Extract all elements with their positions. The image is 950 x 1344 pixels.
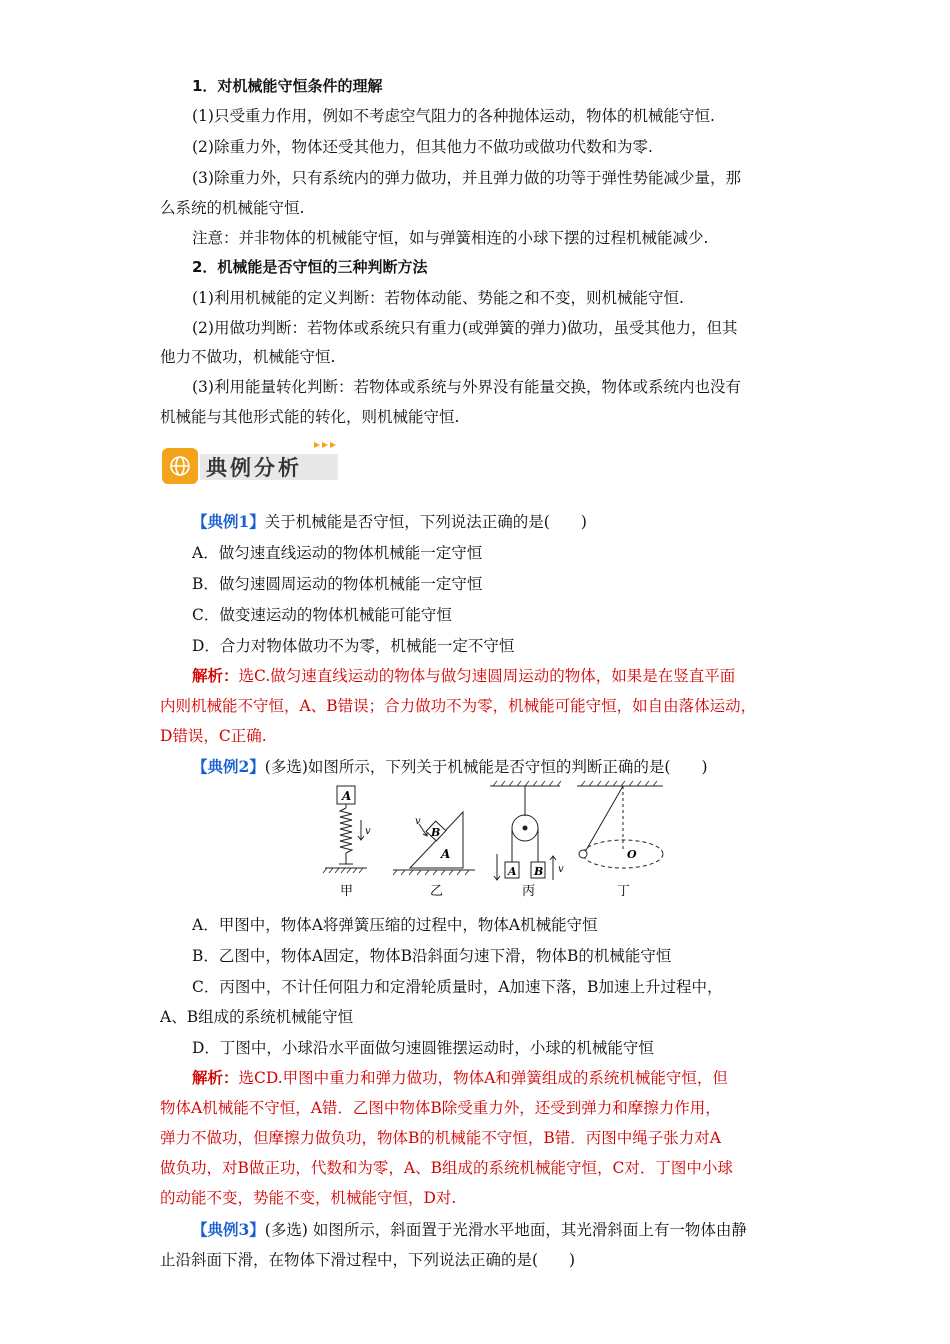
fig-jia-block-letter: A — [342, 789, 352, 803]
ex2-tag: 【典例2】 — [192, 757, 265, 776]
ex1-stem-line — [192, 510, 832, 534]
banner-title: 典例分析 — [206, 456, 302, 480]
section1-p3a: (3)除重力外，只有系统内的弹力做功，并且弹力做的功等于弹性势能减少量，那 — [192, 169, 741, 187]
ex2-option-c2: A、B组成的系统机械能守恒 — [160, 1008, 354, 1026]
section2-p3b: 机械能与其他形式能的转化，则机械能守恒. — [160, 408, 460, 426]
section1-p2: (2)除重力外，物体还受其他力，但其他力不做功或做功代数和为零. — [192, 138, 653, 156]
section1-note: 注意：并非物体的机械能守恒，如与弹簧相连的小球下摆的过程机械能减少. — [192, 229, 709, 247]
fig-bing-block-a: A — [508, 865, 517, 878]
ex2-figure — [315, 780, 675, 905]
fig-label-bing: 丙 — [522, 884, 536, 899]
section2-p2b: 他力不做功，机械能守恒. — [160, 348, 336, 366]
ex1-answer-label: 解析： — [192, 666, 239, 685]
ex2-answer-line5: 的动能不变，势能不变，机械能守恒，D对. — [160, 1189, 457, 1207]
triple-arrow-icon — [314, 442, 336, 448]
ex3-stem-line1 — [192, 1218, 832, 1242]
ex2-answer-text1: 选CD.甲图中重力和弹力做功，物体A和弹簧组成的系统机械能守恒，但 — [238, 1069, 728, 1087]
section2-p1: (1)利用机械能的定义判断：若物体动能、势能之和不变，则机械能守恒. — [192, 289, 684, 307]
section1-heading: 1．对机械能守恒条件的理解 — [192, 77, 383, 95]
fig-jia-v-letter: v — [365, 826, 371, 837]
ex1-option-a: A．做匀速直线运动的物体机械能一定守恒 — [192, 544, 483, 562]
fig-bing-block-b: B — [534, 865, 544, 878]
ex2-answer-line2: 物体A机械能不守恒，A错．乙图中物体B除受重力外，还受到弹力和摩擦力作用， — [160, 1099, 721, 1117]
ex1-answer-line1 — [192, 664, 832, 688]
banner-graphic — [162, 440, 342, 486]
ex2-answer-line4: 做负功，对B做正功，代数和为零，A、B组成的系统机械能守恒，C对．丁图中小球 — [160, 1159, 733, 1177]
ex2-option-c1: C．丙图中，不计任何阻力和定滑轮质量时，A加速下落，B加速上升过程中， — [192, 978, 723, 996]
fig-yi-incline — [393, 812, 475, 875]
ex2-stem-line — [192, 755, 832, 779]
ex1-tag: 【典例1】 — [192, 512, 265, 531]
fig-yi-v-letter: v — [415, 816, 421, 827]
ex2-option-a: A．甲图中，物体A将弹簧压缩的过程中，物体A机械能守恒 — [192, 916, 598, 934]
ex1-answer-line2: 内则机械能不守恒，A、B错误；合力做功不为零，机械能可能守恒，如自由落体运动， — [160, 697, 757, 715]
fig-label-jia: 甲 — [340, 884, 354, 899]
fig-ding-pendulum — [577, 781, 663, 868]
ex3-stem-line2: 止沿斜面下滑，在物体下滑过程中，下列说法正确的是( ) — [160, 1251, 576, 1269]
example-analysis-banner — [162, 440, 342, 486]
fig-bing-pulley — [490, 781, 561, 880]
ex1-answer-text1: 选C.做匀速直线运动的物体与做匀速圆周运动的物体，如果是在竖直平面 — [238, 667, 736, 685]
fig-ding-center-o: O — [627, 848, 637, 861]
fig-label-ding: 丁 — [617, 884, 631, 899]
ex2-answer-label: 解析： — [192, 1068, 239, 1087]
ex2-figure-svg — [315, 780, 675, 905]
ex2-answer-line3: 弹力不做功，但摩擦力做负功，物体B的机械能不守恒，B错．丙图中绳子张力对A — [160, 1129, 721, 1147]
section2-heading: 2．机械能是否守恒的三种判断方法 — [192, 258, 428, 276]
ex1-stem: 关于机械能是否守恒，下列说法正确的是( ) — [264, 513, 587, 531]
ex3-stem1: (多选) 如图所示，斜面置于光滑水平地面，其光滑斜面上有一物体由静 — [264, 1221, 747, 1239]
ex3-tag: 【典例3】 — [192, 1220, 265, 1239]
ex1-answer-line3: D错误，C正确. — [160, 727, 267, 745]
ex1-option-d: D．合力对物体做功不为零，机械能一定不守恒 — [192, 637, 515, 655]
fig-yi-block-b: B — [431, 826, 441, 839]
ex1-option-c: C．做变速运动的物体机械能可能守恒 — [192, 606, 452, 624]
ex2-option-b: B．乙图中，物体A固定，物体B沿斜面匀速下滑，物体B的机械能守恒 — [192, 947, 672, 965]
ex2-option-d: D．丁图中，小球沿水平面做匀速圆锥摆运动时，小球的机械能守恒 — [192, 1039, 654, 1057]
fig-bing-v-letter: v — [558, 864, 564, 875]
fig-yi-incline-a: A — [441, 847, 451, 861]
ex2-answer-line1 — [192, 1066, 832, 1090]
section1-p3b: 么系统的机械能守恒. — [160, 199, 305, 217]
section1-p1: (1)只受重力作用，例如不考虑空气阻力的各种抛体运动，物体的机械能守恒. — [192, 107, 715, 125]
ex1-option-b: B．做匀速圆周运动的物体机械能一定守恒 — [192, 575, 483, 593]
fig-label-yi: 乙 — [430, 884, 444, 899]
section2-p3a: (3)利用能量转化判断：若物体或系统与外界没有能量交换，物体或系统内也没有 — [192, 378, 741, 396]
ex2-stem: (多选)如图所示，下列关于机械能是否守恒的判断正确的是( ) — [264, 758, 708, 776]
section2-p2a: (2)用做功判断：若物体或系统只有重力(或弹簧的弹力)做功，虽受其他力，但其 — [192, 319, 738, 337]
